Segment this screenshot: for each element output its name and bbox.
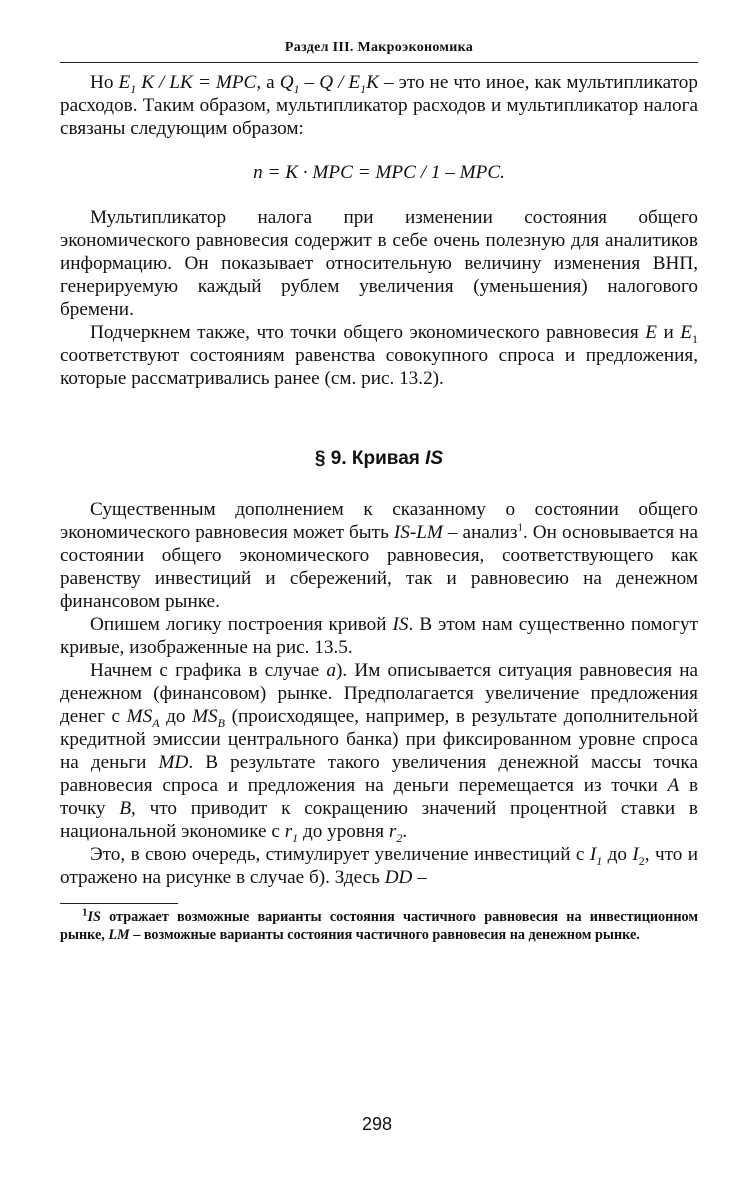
text-run: Существенным дополнением к сказанному о состоянии общего экономического равновесия может быть	[60, 499, 698, 543]
text-run: отражает возможные варианты состояния частичного равновесия на инвестиционном рынке,	[60, 909, 698, 943]
text-run: – анализ	[442, 522, 518, 543]
text-run: , что приводит к сокращению значений процентной ставки в национальной экономике с	[60, 798, 698, 842]
paragraph-7	[60, 843, 698, 889]
var-is: IS	[392, 614, 409, 635]
var-e: E	[118, 72, 131, 93]
var-point-a: А	[667, 775, 680, 796]
var-md: MD	[158, 752, 189, 773]
text-run: и	[656, 322, 681, 343]
subscript: 1	[293, 81, 300, 96]
text-run: . Он основывается на состоянии общего экономического равновесия, соответствующего как равенству инвестиций и сбережений, так и равновесию на денежном финансовом рынке.	[60, 522, 698, 612]
paragraph-3	[60, 321, 698, 390]
subscript: 2	[396, 830, 403, 845]
footnote-separator	[60, 903, 178, 904]
var-point-b: В	[119, 798, 132, 819]
paragraph-6	[60, 659, 698, 843]
text-run: –	[412, 867, 427, 888]
text-run: до	[159, 706, 193, 727]
var-a: а	[326, 660, 336, 681]
text-run: Начнем с графика в случае	[90, 660, 327, 681]
formula: n = K · MPC = MPC / 1 – MPC.	[253, 162, 505, 183]
text-run: Опишем логику построения кривой	[90, 614, 393, 635]
text-run: Но	[90, 72, 119, 93]
running-header: Раздел III. Макроэкономика	[60, 40, 698, 63]
text-run: ). Им описывается ситуация равновесия на денежном (финансовом) рынке. Предполагается увеличение предложения денег с	[60, 660, 699, 727]
text-run: – это не что иное, как мультипликатор расходов. Таким образом, мультипликатор расходов и мультипликатор налога связаны следующим образом:	[60, 72, 698, 139]
var-ms: MS	[126, 706, 153, 727]
footnote-ref: 1	[517, 521, 523, 534]
var-i: I	[632, 844, 639, 865]
var-ms: MS	[192, 706, 218, 727]
var-e: E	[645, 322, 657, 343]
paragraph-2: Мультипликатор налога при изменении состояния общего экономического равновесия содержит в себе очень полезную для аналитиков информацию. Он показывает относительную величину изменения ВНП, генерируемую каждый рублем увеличения (уменьшения) налогового бремени.	[60, 207, 698, 320]
text-run: , а	[256, 72, 280, 93]
subscript: 1	[292, 830, 299, 845]
paragraph-4	[60, 498, 698, 613]
subscript: B	[217, 715, 225, 730]
text-run: в точку	[60, 775, 699, 819]
text-run: – возможные варианты состояния частичного равновесия на денежном рынке.	[129, 927, 640, 943]
text-run: (происходящее, например, в результате дополнительной кредитной эмиссии центрального банка) при фиксированном уровне спроса на деньги	[60, 706, 698, 773]
page-body	[60, 40, 698, 944]
var-e: E	[680, 322, 692, 343]
subscript: 1	[596, 853, 603, 868]
var-k: K	[366, 72, 379, 93]
paragraph-5	[60, 613, 698, 659]
var-dd: DD	[384, 867, 413, 888]
var-is: IS	[87, 909, 101, 925]
var-is-lm: IS-LM	[393, 522, 443, 543]
footnote	[60, 908, 698, 944]
text-run: .	[402, 821, 408, 842]
subscript: 2	[638, 853, 645, 868]
var-q: Q	[279, 72, 294, 93]
var-r: r	[388, 821, 397, 842]
subscript: A	[152, 715, 160, 730]
paragraph-1	[60, 71, 698, 140]
text-run: . В результате такого увеличения денежной массы точка равновесия спроса и предложения на деньги перемещается из точки	[60, 752, 698, 796]
section-heading-text: § 9. Кривая	[314, 448, 426, 469]
section-heading	[60, 448, 698, 470]
text-run: соответствуют состояниям равенства совокупного спроса и предложения, которые рассматривались ранее (см. рис. 13.2).	[60, 345, 698, 389]
var-lm: LM	[108, 927, 130, 943]
section-heading-italic: IS	[425, 448, 444, 469]
subscript: 1	[360, 81, 367, 96]
subscript: 1	[130, 81, 137, 96]
text-run: Подчеркнем также, что точки общего экономического равновесия	[90, 322, 646, 343]
footnote-mark: 1	[82, 906, 88, 919]
text-run: до	[602, 844, 633, 865]
var-i: I	[589, 844, 597, 865]
page-number: 298	[361, 1114, 393, 1134]
text-run: . В этом нам существенно помогут кривые, изображенные на рис. 13.5.	[60, 614, 699, 658]
text-run: до уровня	[298, 821, 389, 842]
subscript: 1	[692, 331, 698, 346]
text-run: Это, в свою очередь, стимулирует увеличение инвестиций с	[90, 844, 590, 865]
var-expr: – Q / E	[299, 72, 361, 93]
text-run: , что и отражено на рисунке в случае б). Здесь	[60, 844, 698, 888]
var-r: r	[284, 821, 293, 842]
var-expr: K / LK = MPC	[136, 72, 257, 93]
